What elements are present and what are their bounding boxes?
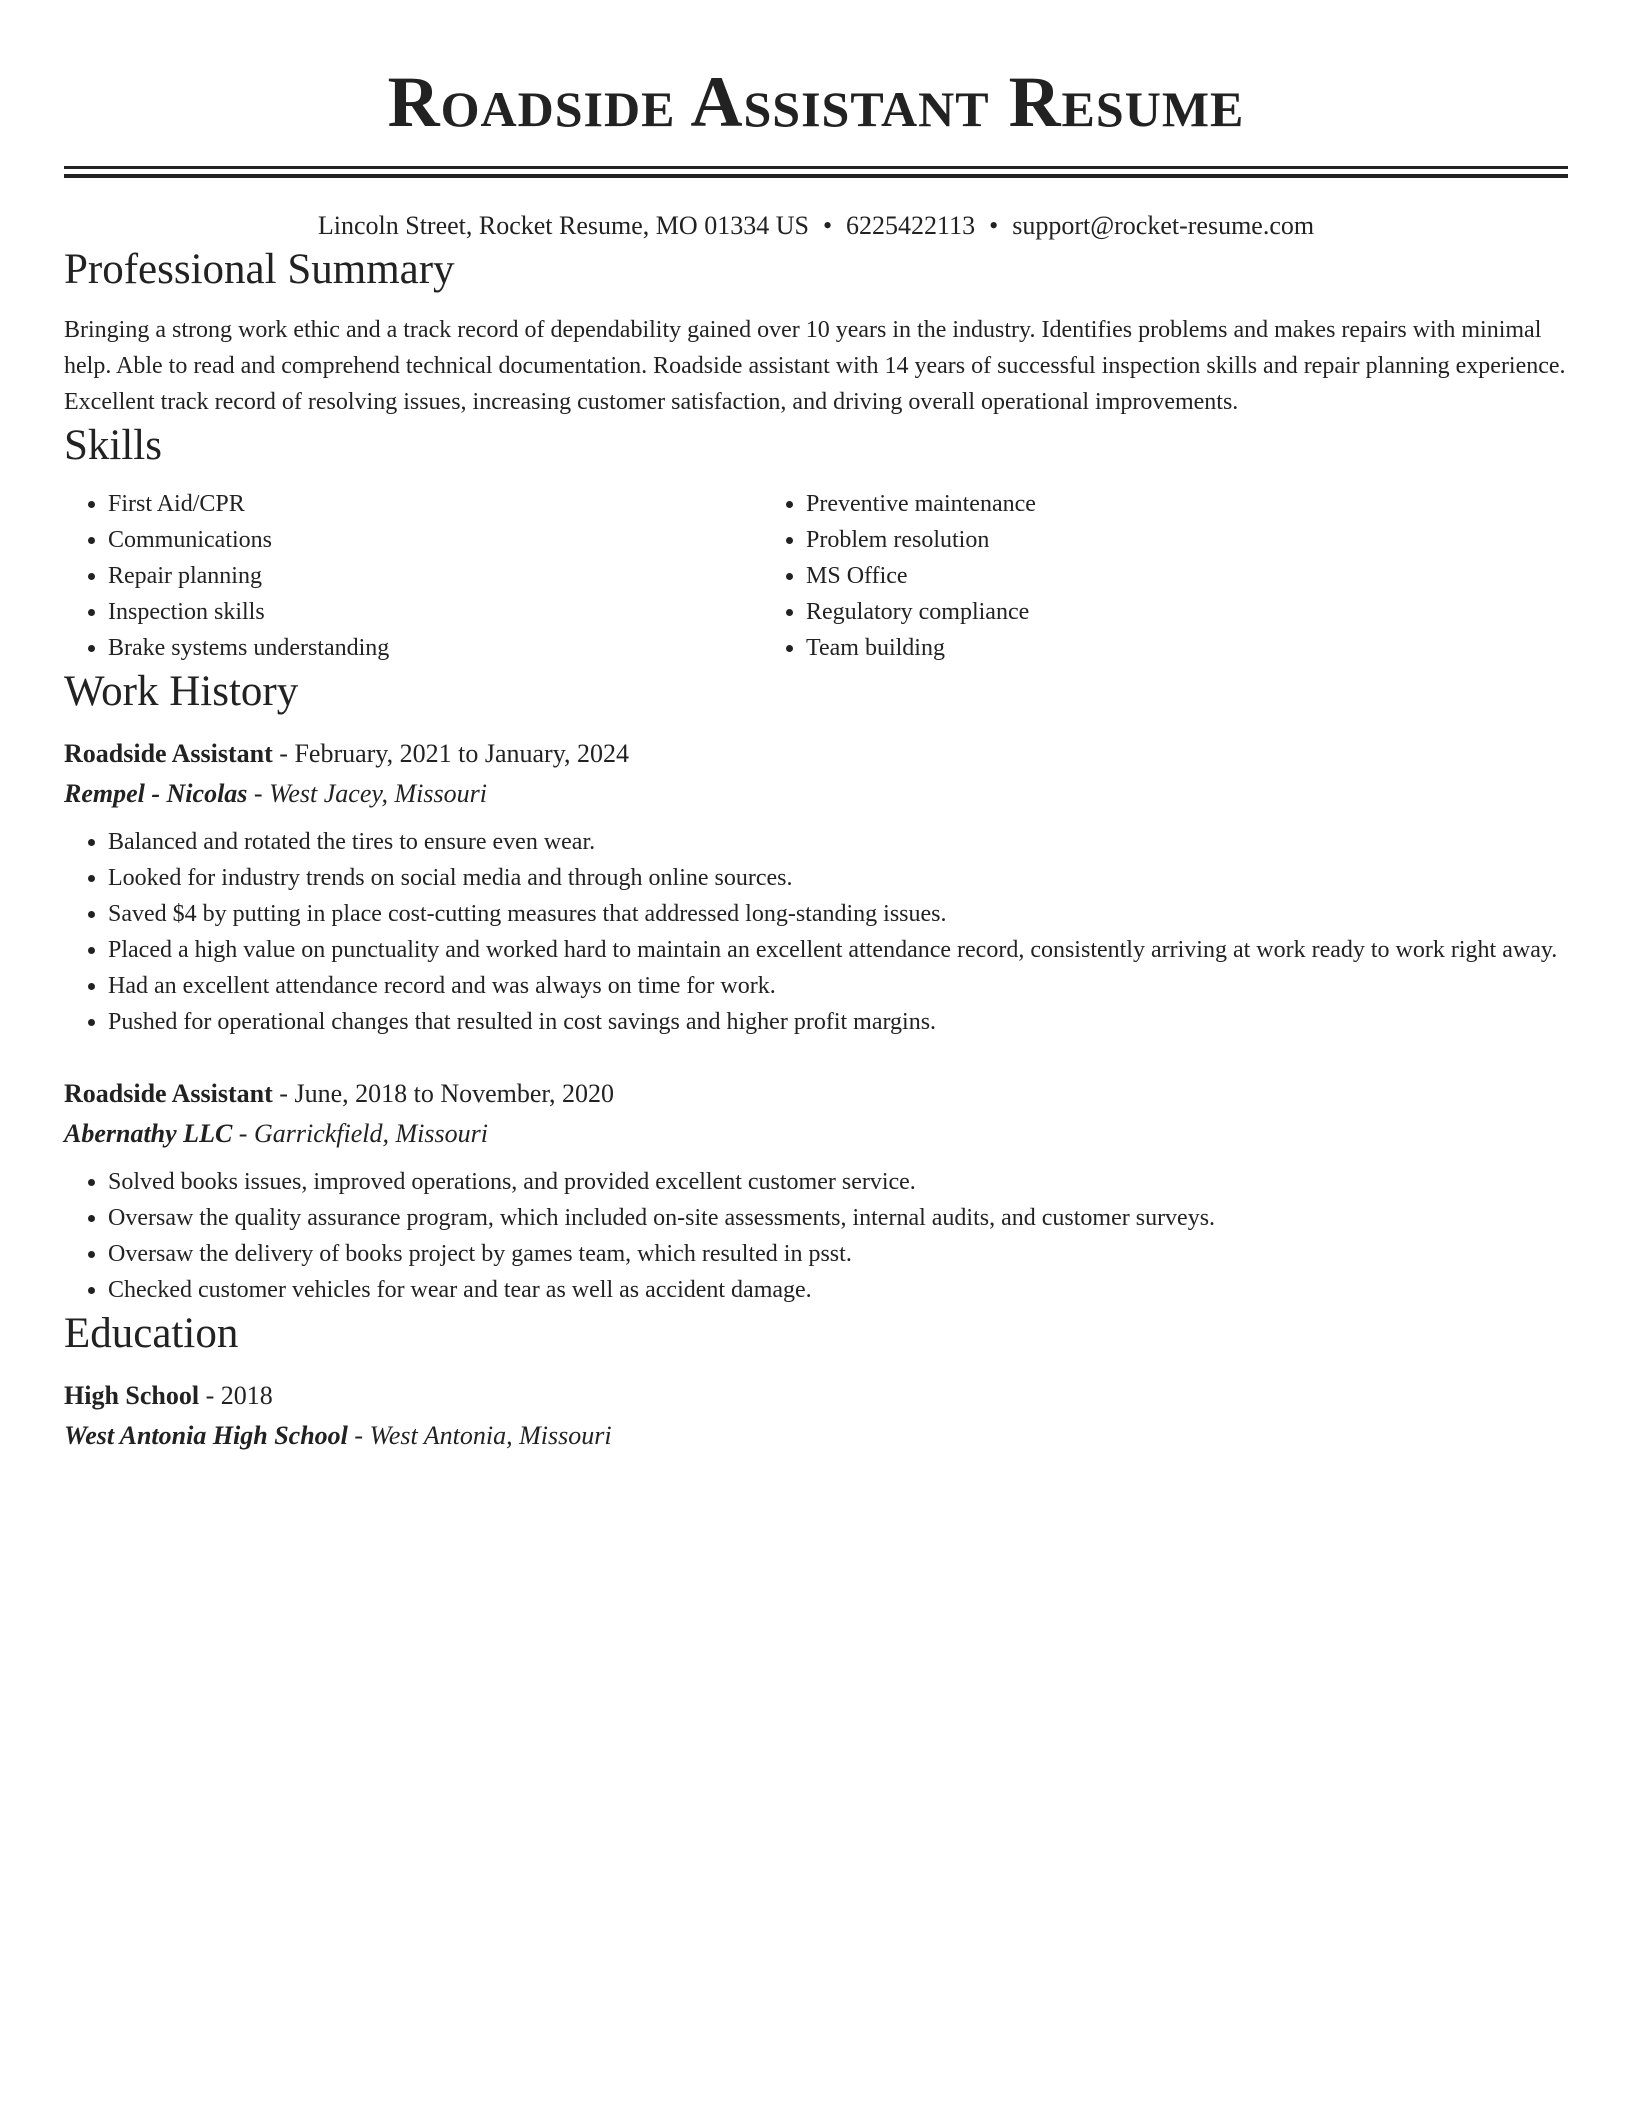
education-entry xyxy=(64,1376,1568,1456)
skills-heading: Skills xyxy=(64,422,162,469)
job-dates: February, 2021 to January, 2024 xyxy=(294,739,630,768)
job-duty: • Pushed for operational changes that resulted in cost savings and higher profit margins. xyxy=(108,1004,1568,1040)
graduation-year: 2018 xyxy=(220,1381,273,1410)
job-title-line xyxy=(64,1074,1568,1114)
job-duty: • Saved $4 by putting in place cost-cutting measures that addressed long-standing issues. xyxy=(108,896,1568,932)
company-line xyxy=(64,1114,1568,1154)
company-name: Rempel - Nicolas xyxy=(64,779,248,808)
company-line xyxy=(64,774,1568,814)
school-location: West Antonia, Missouri xyxy=(369,1421,612,1450)
degree: High School xyxy=(64,1381,200,1410)
skills-column-right xyxy=(762,486,1502,666)
job-duty: • Had an excellent attendance record and was always on time for work. xyxy=(108,968,1568,1004)
contact-line xyxy=(64,208,1568,244)
contact-phone: 6225422113 xyxy=(846,211,976,240)
skill-item: • Repair planning xyxy=(108,558,762,594)
company-separator: - xyxy=(247,779,270,808)
job-title: Roadside Assistant xyxy=(64,1079,273,1108)
job-duty: • Oversaw the delivery of books project by games team, which resulted in psst. xyxy=(108,1236,1568,1272)
skill-item: • Team building xyxy=(806,630,1502,666)
contact-address: Lincoln Street, Rocket Resume, MO 01334 US xyxy=(317,211,809,240)
company-separator: - xyxy=(232,1119,254,1148)
education-heading: Education xyxy=(64,1310,239,1357)
job-duty: • Oversaw the quality assurance program, which included on-site assessments, internal audits, and customer surveys. xyxy=(108,1200,1568,1236)
job-duty: • Placed a high value on punctuality and worked hard to maintain an excellent attendance record, consistently arriving at work ready to work right away. xyxy=(108,932,1568,968)
degree-line xyxy=(64,1376,1568,1416)
skill-item: • MS Office xyxy=(806,558,1502,594)
skill-item: • Preventive maintenance xyxy=(806,486,1502,522)
job-duty: • Checked customer vehicles for wear and tear as well as accident damage. xyxy=(108,1272,1568,1308)
job-duty: • Balanced and rotated the tires to ensure even wear. xyxy=(108,824,1568,860)
skill-item: • Regulatory compliance xyxy=(806,594,1502,630)
summary-text: Bringing a strong work ethic and a track record of dependability gained over 10 years in the industry. Identifies problems and makes repairs with minimal help. Able to read and comprehend technical documentation. Roadside assistant with 14 years of successful inspection skills and repair planning experience. Excellent track record of resolving issues, increasing customer satisfaction, and driving overall operational improvements. xyxy=(64,317,1566,415)
skills-list xyxy=(64,486,1568,666)
title-divider xyxy=(64,166,1568,178)
company-name: Abernathy LLC xyxy=(64,1119,233,1148)
job-entry xyxy=(64,734,1568,1040)
contact-separator: • xyxy=(989,211,999,240)
school-separator: - xyxy=(347,1421,370,1450)
job-duty: • Looked for industry trends on social media and through online sources. xyxy=(108,860,1568,896)
job-separator: - xyxy=(272,1079,295,1108)
skills-column-left xyxy=(64,486,762,666)
degree-separator: - xyxy=(199,1381,221,1410)
company-location: West Jacey, Missouri xyxy=(269,779,487,808)
skill-item: • Communications xyxy=(108,522,762,558)
school-name: West Antonia High School xyxy=(64,1421,348,1450)
job-duties xyxy=(64,1164,1568,1308)
job-title-line xyxy=(64,734,1568,774)
work-history-heading: Work History xyxy=(64,668,299,715)
skill-item: • Problem resolution xyxy=(806,522,1502,558)
skill-item: • Inspection skills xyxy=(108,594,762,630)
skill-item: • Brake systems understanding xyxy=(108,630,762,666)
school-line xyxy=(64,1416,1568,1456)
summary-heading: Professional Summary xyxy=(64,246,455,293)
contact-email: support@rocket-resume.com xyxy=(1012,211,1315,240)
job-entry xyxy=(64,1074,1568,1308)
job-duty: • Solved books issues, improved operations, and provided excellent customer service. xyxy=(108,1164,1568,1200)
job-separator: - xyxy=(272,739,295,768)
skill-item: • First Aid/CPR xyxy=(108,486,762,522)
job-title: Roadside Assistant xyxy=(64,739,273,768)
job-dates: June, 2018 to November, 2020 xyxy=(294,1079,615,1108)
job-duties xyxy=(64,824,1568,1040)
page-title: Roadside Assistant Resume xyxy=(387,62,1245,142)
contact-separator: • xyxy=(822,211,833,240)
company-location: Garrickfield, Missouri xyxy=(253,1119,488,1148)
